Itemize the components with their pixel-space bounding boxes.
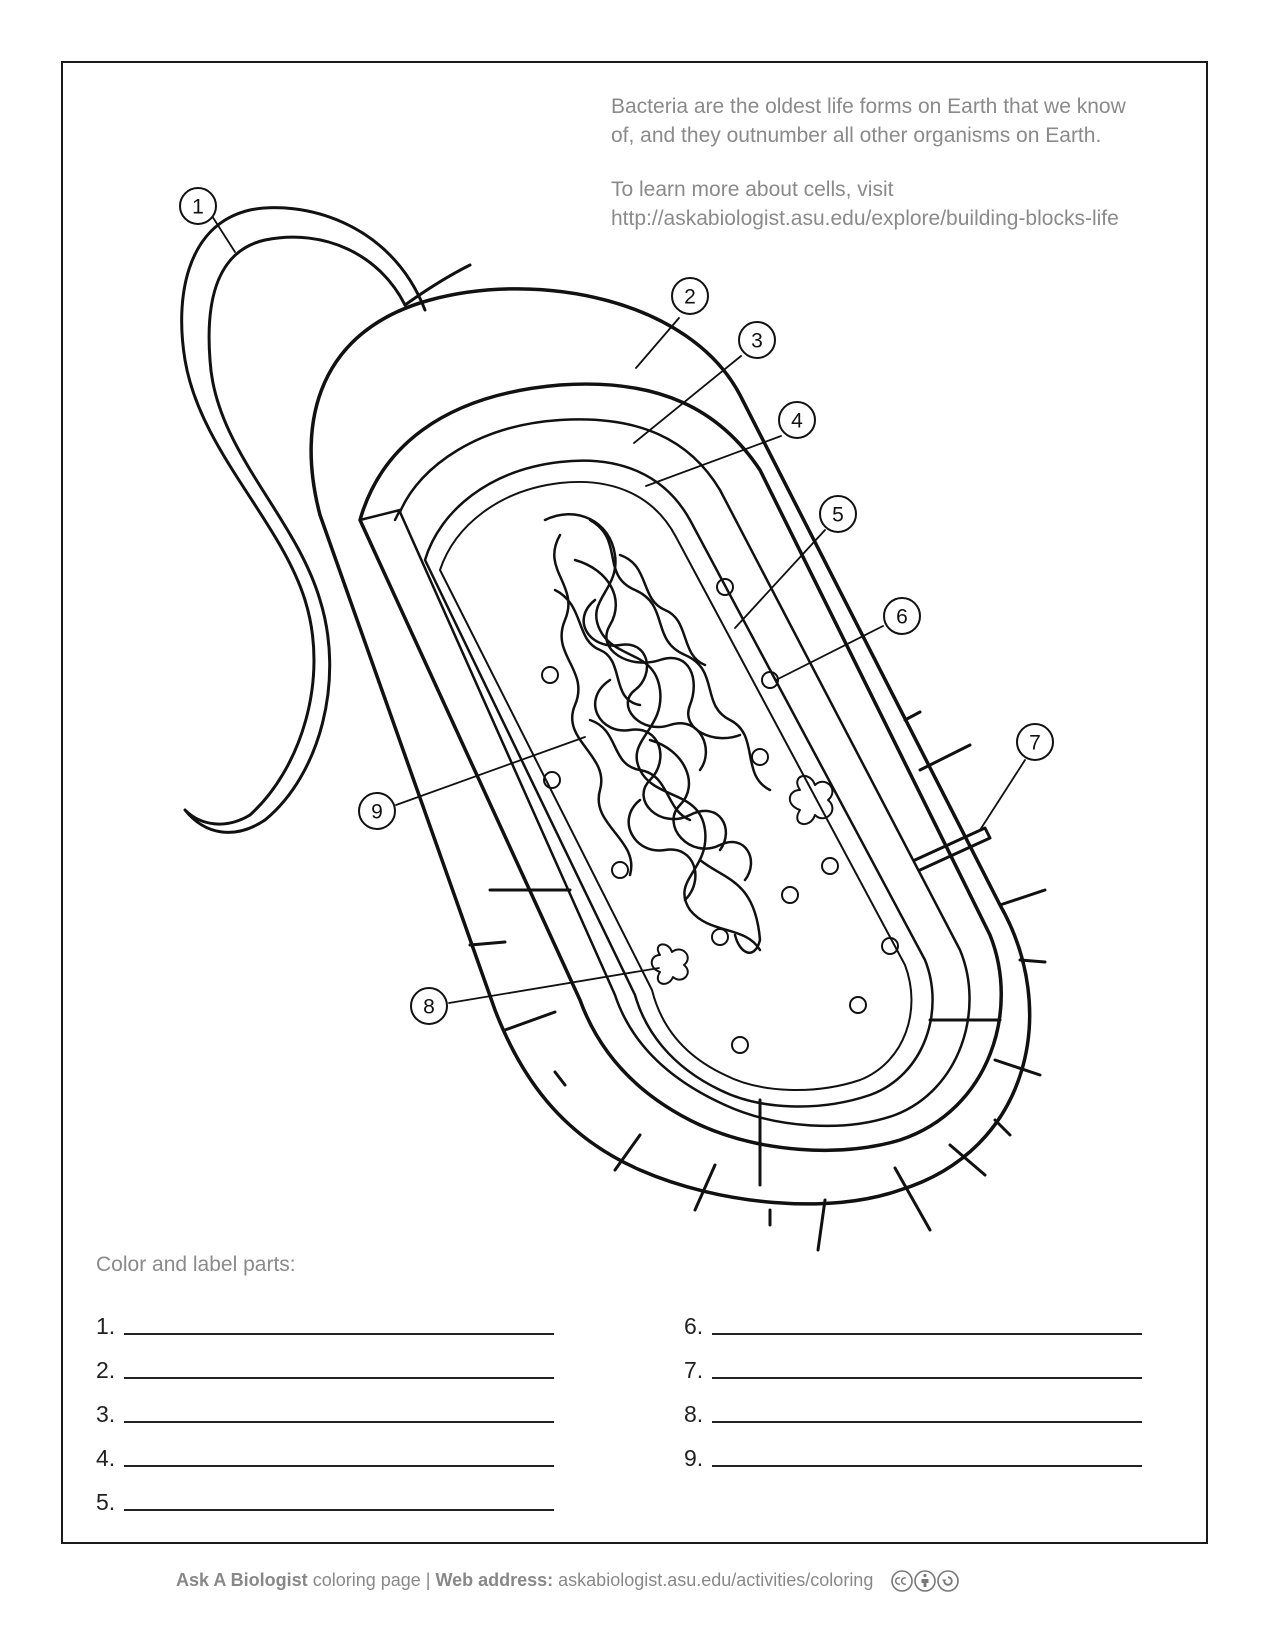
pilus: [995, 1120, 1010, 1135]
worksheet-title: Color and label parts:: [96, 1253, 296, 1276]
answer-blank[interactable]: [712, 1333, 1142, 1335]
callout-2: 2: [684, 285, 696, 309]
pilus: [555, 1072, 565, 1085]
answer-blank[interactable]: [124, 1509, 554, 1511]
capsule: [311, 289, 1030, 1204]
callout-5: 5: [832, 503, 844, 527]
ribosome: [712, 929, 728, 945]
callout-4: 4: [791, 409, 803, 433]
cc-icon: [892, 1571, 912, 1591]
pilus: [505, 1012, 555, 1030]
pilus: [695, 1165, 715, 1210]
answer-blank[interactable]: [712, 1421, 1142, 1423]
cell-wall-bevel: [360, 510, 400, 520]
attribution-icon: [915, 1571, 935, 1591]
answer-blank[interactable]: [124, 1421, 554, 1423]
ribosome: [850, 997, 866, 1013]
pilus: [920, 745, 970, 770]
footer-site-name: Ask A Biologist: [176, 1569, 308, 1590]
pilus: [470, 942, 505, 945]
answer-number: 8.: [684, 1401, 704, 1427]
learn-more-line: To learn more about cells, visit: [611, 178, 894, 201]
pilus: [895, 1168, 930, 1230]
callout-6: 6: [896, 605, 908, 629]
pilus: [905, 712, 920, 720]
pili: [470, 712, 1045, 1250]
answer-row-3[interactable]: [96, 1384, 554, 1428]
pilus: [995, 1060, 1040, 1075]
callout-9: 9: [371, 800, 383, 824]
answer-blank[interactable]: [712, 1465, 1142, 1467]
fact-line-2: of, and they outnumber all other organisms on Earth.: [611, 124, 1102, 147]
answer-row-2[interactable]: [96, 1340, 554, 1384]
ribosome: [612, 862, 628, 878]
answer-row-9[interactable]: [684, 1428, 1142, 1472]
share-alike-icon: [938, 1571, 958, 1591]
pilus: [818, 1200, 825, 1250]
ribosome: [822, 858, 838, 874]
fact-line-1: Bacteria are the oldest life forms on Earth that we know: [611, 95, 1126, 118]
license-badge: [890, 1569, 960, 1593]
pilus: [1020, 960, 1045, 962]
nucleoid: [545, 514, 770, 953]
cell-membrane-outer: [425, 461, 933, 1107]
ribosome: [732, 1037, 748, 1053]
answer-row-7[interactable]: [684, 1340, 1142, 1384]
pilus: [1000, 890, 1045, 905]
ribosome: [542, 667, 558, 683]
answer-number: 4.: [96, 1445, 116, 1471]
footer: [176, 1569, 960, 1593]
answer-row-5[interactable]: [96, 1472, 554, 1516]
answer-row-8[interactable]: [684, 1384, 1142, 1428]
ribosome: [782, 887, 798, 903]
callout-8: 8: [423, 995, 435, 1019]
answer-number: 5.: [96, 1489, 116, 1515]
answer-blank[interactable]: [124, 1465, 554, 1467]
answer-blank[interactable]: [124, 1377, 554, 1379]
learn-more-url[interactable]: http://askabiologist.asu.edu/explore/building-blocks-life: [611, 207, 1119, 230]
answer-row-1[interactable]: [96, 1296, 554, 1340]
cell-membrane-inner: [440, 482, 911, 1090]
flagellum: [182, 208, 425, 833]
answer-blank[interactable]: [712, 1377, 1142, 1379]
callout-3: 3: [751, 329, 763, 353]
callout-7: 7: [1029, 731, 1041, 755]
footer-web-url[interactable]: askabiologist.asu.edu/activities/coloring: [553, 1569, 874, 1590]
answer-number: 3.: [96, 1401, 116, 1427]
answer-row-6[interactable]: [684, 1296, 1142, 1340]
answer-blank[interactable]: [124, 1333, 554, 1335]
callout-1: 1: [192, 195, 204, 219]
answer-number: 2.: [96, 1357, 116, 1383]
answer-number: 1.: [96, 1313, 116, 1339]
answer-number: 6.: [684, 1313, 704, 1339]
answer-number: 7.: [684, 1357, 704, 1383]
answer-list-left: [96, 1296, 554, 1516]
pilus: [950, 1145, 985, 1175]
footer-web-label: Web address:: [435, 1569, 554, 1590]
answer-row-4[interactable]: [96, 1428, 554, 1472]
footer-page-type: coloring page |: [307, 1569, 436, 1590]
ribosome: [752, 749, 768, 765]
answer-list-right: [684, 1296, 1142, 1472]
answer-number: 9.: [684, 1445, 704, 1471]
